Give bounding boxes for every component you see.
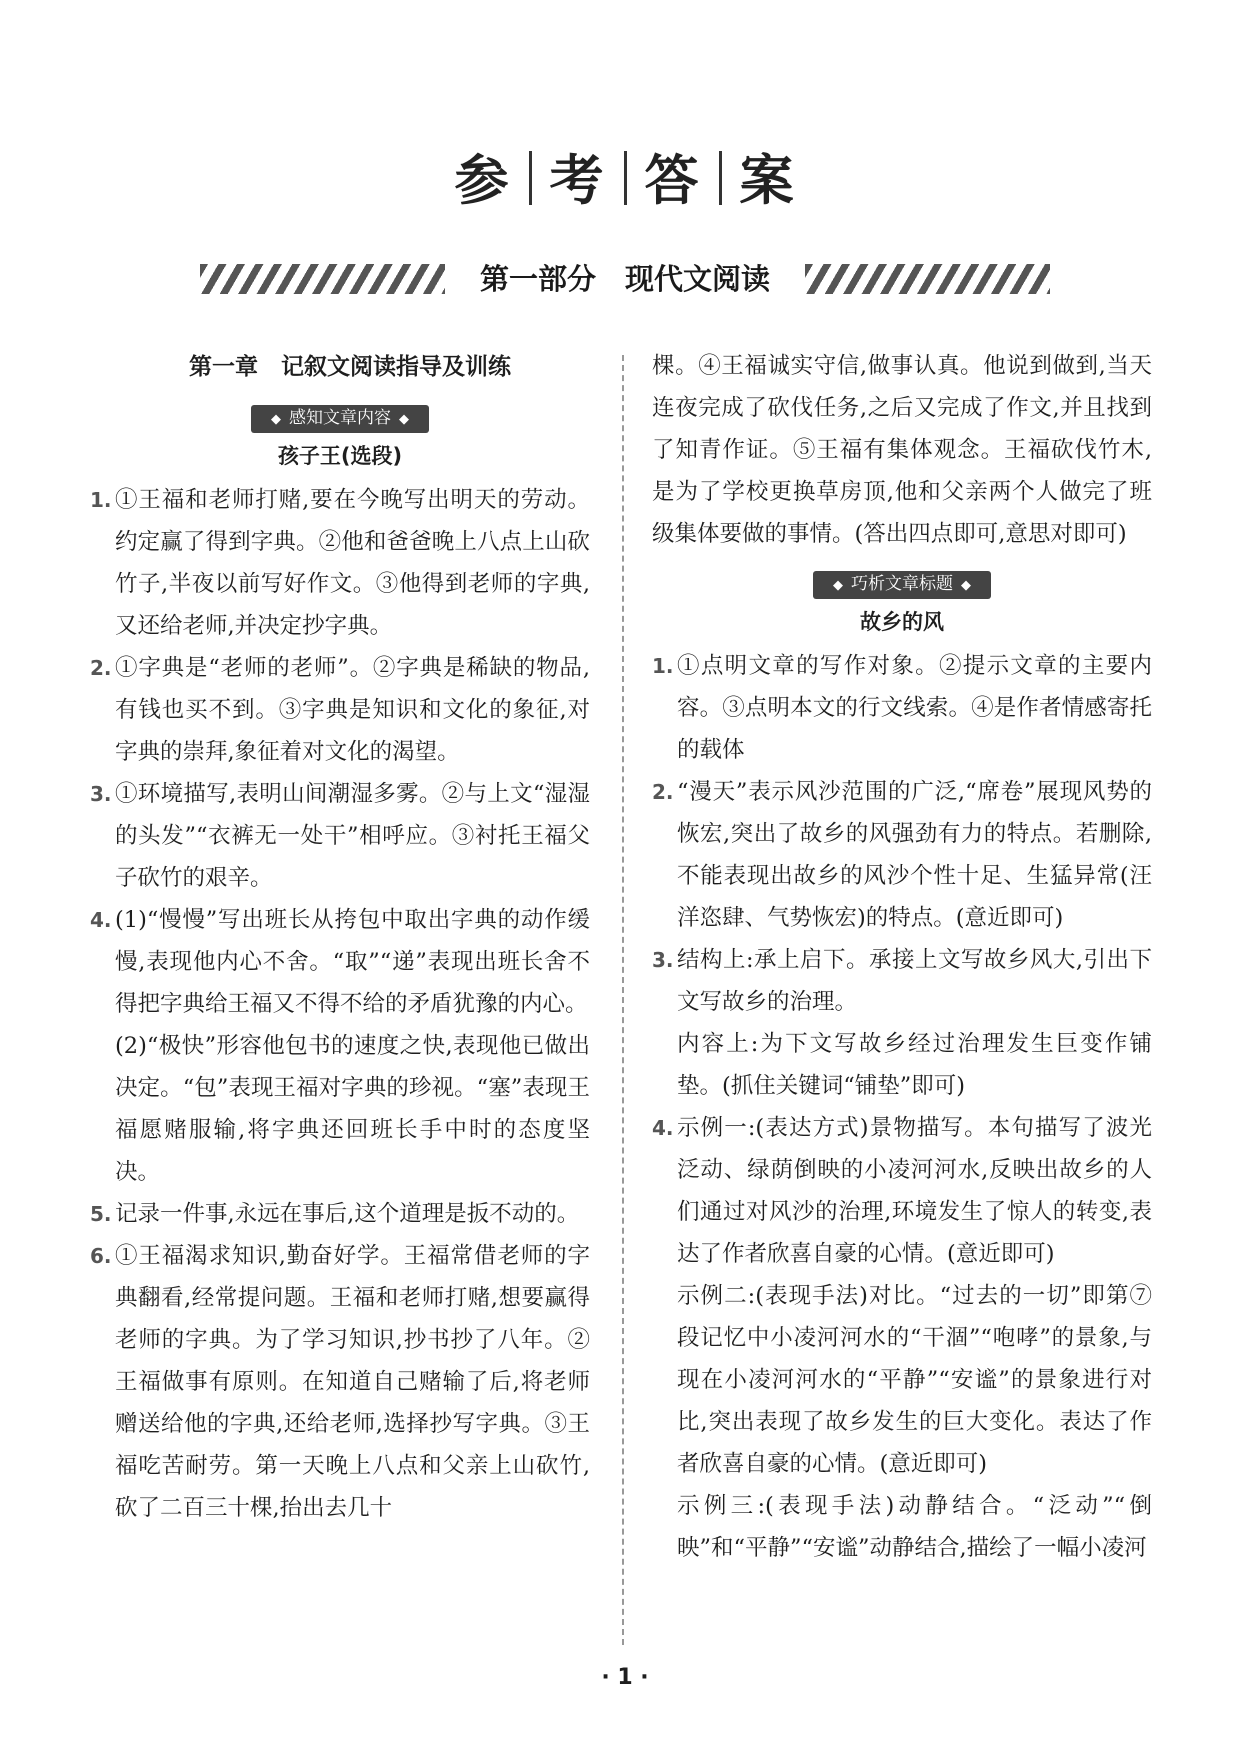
item-number: 2.	[90, 656, 112, 680]
answer-item	[652, 645, 1152, 771]
title-char: 案	[739, 149, 796, 212]
badge-label: 巧析文章标题	[851, 574, 953, 594]
hatch-decoration-right	[805, 264, 1050, 294]
continued-text: 棵。④王福诚实守信,做事认真。他说到做到,当天连夜完成了砍伐任务,之后又完成了作文,并且找到了知青作证。⑤王福有集体观念。王福砍伐竹木,是为了学校更换草房顶,他和父亲两个人做完了班级集体要做的事情。(答出四点即可,意思对即可)	[652, 353, 1152, 547]
answer-text: ①点明文章的写作对象。②提示文章的主要内容。③点明本文的行文线索。④是作者情感寄托的载体	[677, 653, 1152, 763]
item-number: 4.	[652, 1116, 674, 1140]
title-char: 答	[644, 149, 701, 212]
item-number: 3.	[90, 782, 112, 806]
title-separator	[719, 151, 722, 205]
diamond-icon: ◆	[399, 412, 409, 427]
article-title: 孩子王(选段)	[277, 444, 403, 468]
page-title	[0, 138, 1250, 215]
answer-text: ①王福和老师打赌,要在今晚写出明天的劳动。约定赢了得到字典。②他和爸爸晚上八点上山砍竹子,半夜以前写好作文。③他得到老师的字典,又还给老师,并决定抄字典。	[115, 487, 590, 639]
answer-item	[90, 647, 590, 773]
part-heading-banner	[200, 256, 1050, 302]
item-number: 3.	[652, 948, 674, 972]
item-number: 6.	[90, 1244, 112, 1268]
right-column	[652, 345, 1152, 1569]
answer-item	[90, 899, 590, 1025]
part-heading: 第一部分 现代文阅读	[479, 262, 770, 296]
item-number: 2.	[652, 780, 674, 804]
answer-text: 示例三:(表现手法)动静结合。“泛动”“倒映”和“平静”“安谧”动静结合,描绘了一幅小凌河	[677, 1493, 1152, 1561]
answer-item	[90, 1235, 590, 1529]
answer-text: (1)“慢慢”写出班长从挎包中取出字典的动作缓慢,表现他内心不舍。“取”“递”表现出班长舍不得把字典给王福又不得不给的矛盾犹豫的内心。	[115, 907, 590, 1017]
left-column	[90, 345, 590, 1529]
answer-text: 示例一:(表达方式)景物描写。本句描写了波光泛动、绿荫倒映的小凌河河水,反映出故乡的人们通过对风沙的治理,环境发生了惊人的转变,表达了作者欣喜自豪的心情。(意近即可)	[677, 1115, 1152, 1267]
answer-text: ①字典是“老师的老师”。②字典是稀缺的物品,有钱也买不到。③字典是知识和文化的象征,对字典的崇拜,象征着对文化的渴望。	[115, 655, 590, 765]
answer-item	[90, 773, 590, 899]
answer-text: 记录一件事,永远在事后,这个道理是扳不动的。	[115, 1201, 580, 1227]
item-number: 5.	[90, 1202, 112, 1226]
answer-text: ①环境描写,表明山间潮湿多雾。②与上文“湿湿的头发”“衣裤无一处干”相呼应。③衬托王福父子砍竹的艰辛。	[115, 781, 590, 891]
badge-label: 感知文章内容	[289, 408, 391, 428]
page-number: · 1 ·	[601, 1665, 649, 1690]
answer-text: (2)“极快”形容他包书的速度之快,表现他已做出决定。“包”表现王福对字典的珍视。“塞”表现王福愿赌服输,将字典还回班长手中时的态度坚决。	[115, 1033, 590, 1185]
diamond-icon: ◆	[961, 578, 971, 593]
answer-text: “漫天”表示风沙范围的广泛,“席卷”展现风势的恢宏,突出了故乡的风强劲有力的特点。若删除,不能表现出故乡的风沙个性十足、生猛异常(汪洋恣肆、气势恢宏)的特点。(意近即可)	[677, 779, 1152, 931]
title-separator	[529, 151, 532, 205]
answer-item	[652, 939, 1152, 1023]
item-number: 4.	[90, 908, 112, 932]
item-number: 1.	[652, 654, 674, 678]
answer-text: 示例二:(表现手法)对比。“过去的一切”即第⑦段记忆中小凌河河水的“干涸”“咆哮”的景象,与现在小凌河河水的“平静”“安谧”的景象进行对比,突出表现了故乡发生的巨大变化。表达了作者欣喜自豪的心情。(意近即可)	[677, 1283, 1152, 1477]
answer-item	[652, 1107, 1152, 1275]
diamond-icon: ◆	[833, 578, 843, 593]
answer-item	[652, 771, 1152, 939]
section-badge	[813, 571, 991, 599]
hatch-decoration-left	[200, 264, 445, 294]
column-divider	[622, 355, 624, 1645]
item-number: 1.	[90, 488, 112, 512]
answer-item	[90, 479, 590, 647]
title-char: 考	[549, 149, 606, 212]
diamond-icon: ◆	[271, 412, 281, 427]
title-char: 参	[454, 149, 511, 212]
answer-item	[90, 1193, 590, 1235]
answer-text: ①王福渴求知识,勤奋好学。王福常借老师的字典翻看,经常提问题。王福和老师打赌,想要赢得老师的字典。为了学习知识,抄书抄了八年。②王福做事有原则。在知道自己赌输了后,将老师赠送给他的字典,还给老师,选择抄写字典。③王福吃苦耐劳。第一天晚上八点和父亲上山砍竹,砍了二百三十棵,抬出去几十	[115, 1243, 590, 1521]
chapter-heading: 第一章 记叙文阅读指导及训练	[189, 354, 511, 380]
answer-text: 内容上:为下文写故乡经过治理发生巨变作铺垫。(抓住关键词“铺垫”即可)	[677, 1031, 1152, 1099]
section-badge	[251, 405, 429, 433]
title-separator	[624, 151, 627, 205]
answer-text: 结构上:承上启下。承接上文写故乡风大,引出下文写故乡的治理。	[677, 947, 1152, 1015]
article-title: 故乡的风	[860, 610, 944, 634]
